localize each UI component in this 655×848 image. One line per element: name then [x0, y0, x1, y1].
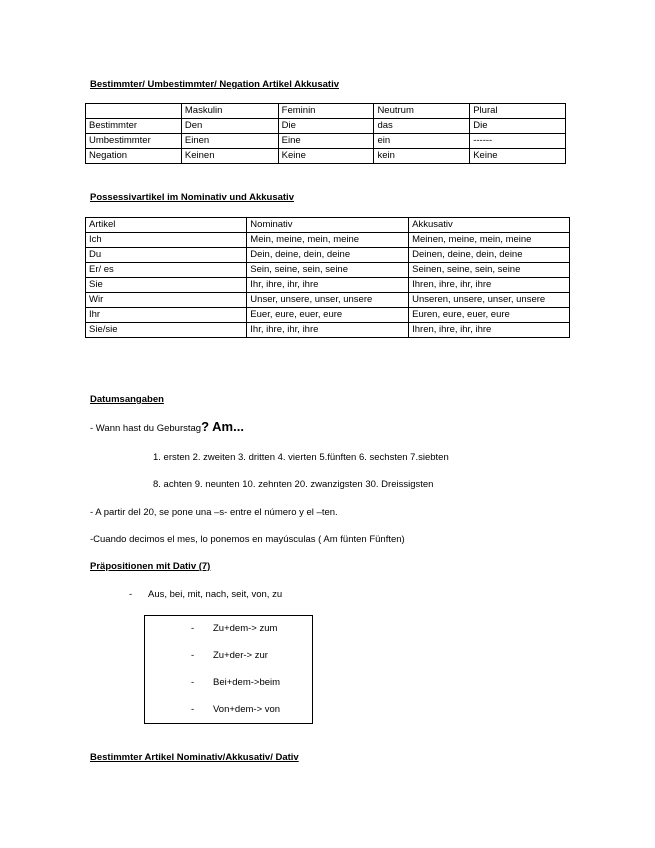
- table-row: [86, 323, 570, 338]
- header-cell: Nominativ: [247, 218, 409, 233]
- table-cell: Ihr, ihre, ihr, ihre: [247, 323, 409, 338]
- header-cell: [86, 104, 182, 119]
- table-cell: ------: [470, 134, 566, 149]
- table-row: [86, 248, 570, 263]
- table-cell: Wir: [86, 293, 247, 308]
- table-cell: Unseren, unsere, unser, unsere: [409, 293, 570, 308]
- table-row: [86, 149, 566, 164]
- table-row: [86, 278, 570, 293]
- table-header-row: [86, 104, 566, 119]
- table-row: [86, 293, 570, 308]
- table-header-row: [86, 218, 570, 233]
- list-dash: -: [191, 677, 195, 688]
- preposition-list: Aus, bei, mit, nach, seit, von, zu: [148, 589, 283, 600]
- header-cell: Artikel: [86, 218, 247, 233]
- akkusativ-articles-table: [85, 103, 566, 164]
- list-dash: -: [191, 704, 195, 715]
- question-answer-start: ? Am...: [201, 419, 244, 434]
- section-title-bestimmter-artikel: Bestimmter Artikel Nominativ/Akkusativ/ Dativ: [90, 752, 299, 763]
- note-number-rule: - A partir del 20, se pone una –s- entre el número y el –ten.: [90, 507, 338, 518]
- table-cell: Meinen, meine, mein, meine: [409, 233, 570, 248]
- table-cell: Sie/sie: [86, 323, 247, 338]
- preposition-list-dash: -: [129, 589, 133, 600]
- header-cell: Akkusativ: [409, 218, 570, 233]
- table-cell: Die: [470, 119, 566, 134]
- section-title-datumsangaben: Datumsangaben: [90, 394, 164, 405]
- table-cell: Keine: [470, 149, 566, 164]
- table-cell: Negation: [86, 149, 182, 164]
- table-row: [86, 308, 570, 323]
- table-cell: Den: [181, 119, 278, 134]
- table-cell: Die: [278, 119, 374, 134]
- table-row: [86, 119, 566, 134]
- contraction-text: Von+dem-> von: [213, 704, 281, 715]
- table-cell: Euren, eure, euer, eure: [409, 308, 570, 323]
- table-cell: Er/ es: [86, 263, 247, 278]
- table-row: [86, 233, 570, 248]
- table-cell: Sie: [86, 278, 247, 293]
- possessive-articles-table: [85, 217, 570, 338]
- table-cell: Keine: [278, 149, 374, 164]
- table-row: [86, 263, 570, 278]
- header-cell: Maskulin: [181, 104, 278, 119]
- table-cell: Deinen, deine, dein, deine: [409, 248, 570, 263]
- table-cell: Ihr: [86, 308, 247, 323]
- table-cell: Mein, meine, mein, meine: [247, 233, 409, 248]
- ordinal-list-1: 1. ersten 2. zweiten 3. dritten 4. vierten 5.fünften 6. sechsten 7.siebten: [153, 452, 449, 463]
- table-cell: Seinen, seine, sein, seine: [409, 263, 570, 278]
- table-row: [86, 134, 566, 149]
- header-cell: Feminin: [278, 104, 374, 119]
- table-cell: Du: [86, 248, 247, 263]
- note-month-rule: -Cuando decimos el mes, lo ponemos en mayúsculas ( Am fünten Fünften): [90, 534, 405, 545]
- table-cell: Sein, seine, sein, seine: [247, 263, 409, 278]
- header-cell: Plural: [470, 104, 566, 119]
- table-cell: ein: [374, 134, 470, 149]
- question-text: - Wann hast du Geburstag: [90, 423, 202, 434]
- section-title-akkusativ-articles: Bestimmter/ Umbestimmter/ Negation Artikel Akkusativ: [90, 79, 340, 90]
- list-dash: -: [191, 623, 195, 634]
- table-cell: Bestimmter: [86, 119, 182, 134]
- birthday-question: [90, 419, 244, 434]
- contraction-text: Bei+dem->beim: [213, 677, 281, 688]
- table-cell: kein: [374, 149, 470, 164]
- table-cell: Ihren, ihre, ihr, ihre: [409, 323, 570, 338]
- table-cell: Eine: [278, 134, 374, 149]
- table-cell: Ich: [86, 233, 247, 248]
- table-cell: Euer, eure, euer, eure: [247, 308, 409, 323]
- table-cell: Einen: [181, 134, 278, 149]
- table-cell: Ihr, ihre, ihr, ihre: [247, 278, 409, 293]
- header-cell: Neutrum: [374, 104, 470, 119]
- table-cell: Unser, unsere, unser, unsere: [247, 293, 409, 308]
- section-title-possessive: Possessivartikel im Nominativ und Akkusativ: [90, 192, 294, 203]
- table-cell: Keinen: [181, 149, 278, 164]
- table-cell: Ihren, ihre, ihr, ihre: [409, 278, 570, 293]
- contractions-box: [144, 615, 313, 724]
- table-cell: das: [374, 119, 470, 134]
- table-cell: Umbestimmter: [86, 134, 182, 149]
- list-dash: -: [191, 650, 195, 661]
- section-title-praepositionen: Präpositionen mit Dativ (7): [90, 561, 211, 572]
- table-cell: Dein, deine, dein, deine: [247, 248, 409, 263]
- contraction-text: Zu+der-> zur: [213, 650, 268, 661]
- contraction-text: Zu+dem-> zum: [213, 623, 278, 634]
- ordinal-list-2: 8. achten 9. neunten 10. zehnten 20. zwanzigsten 30. Dreissigsten: [153, 479, 434, 490]
